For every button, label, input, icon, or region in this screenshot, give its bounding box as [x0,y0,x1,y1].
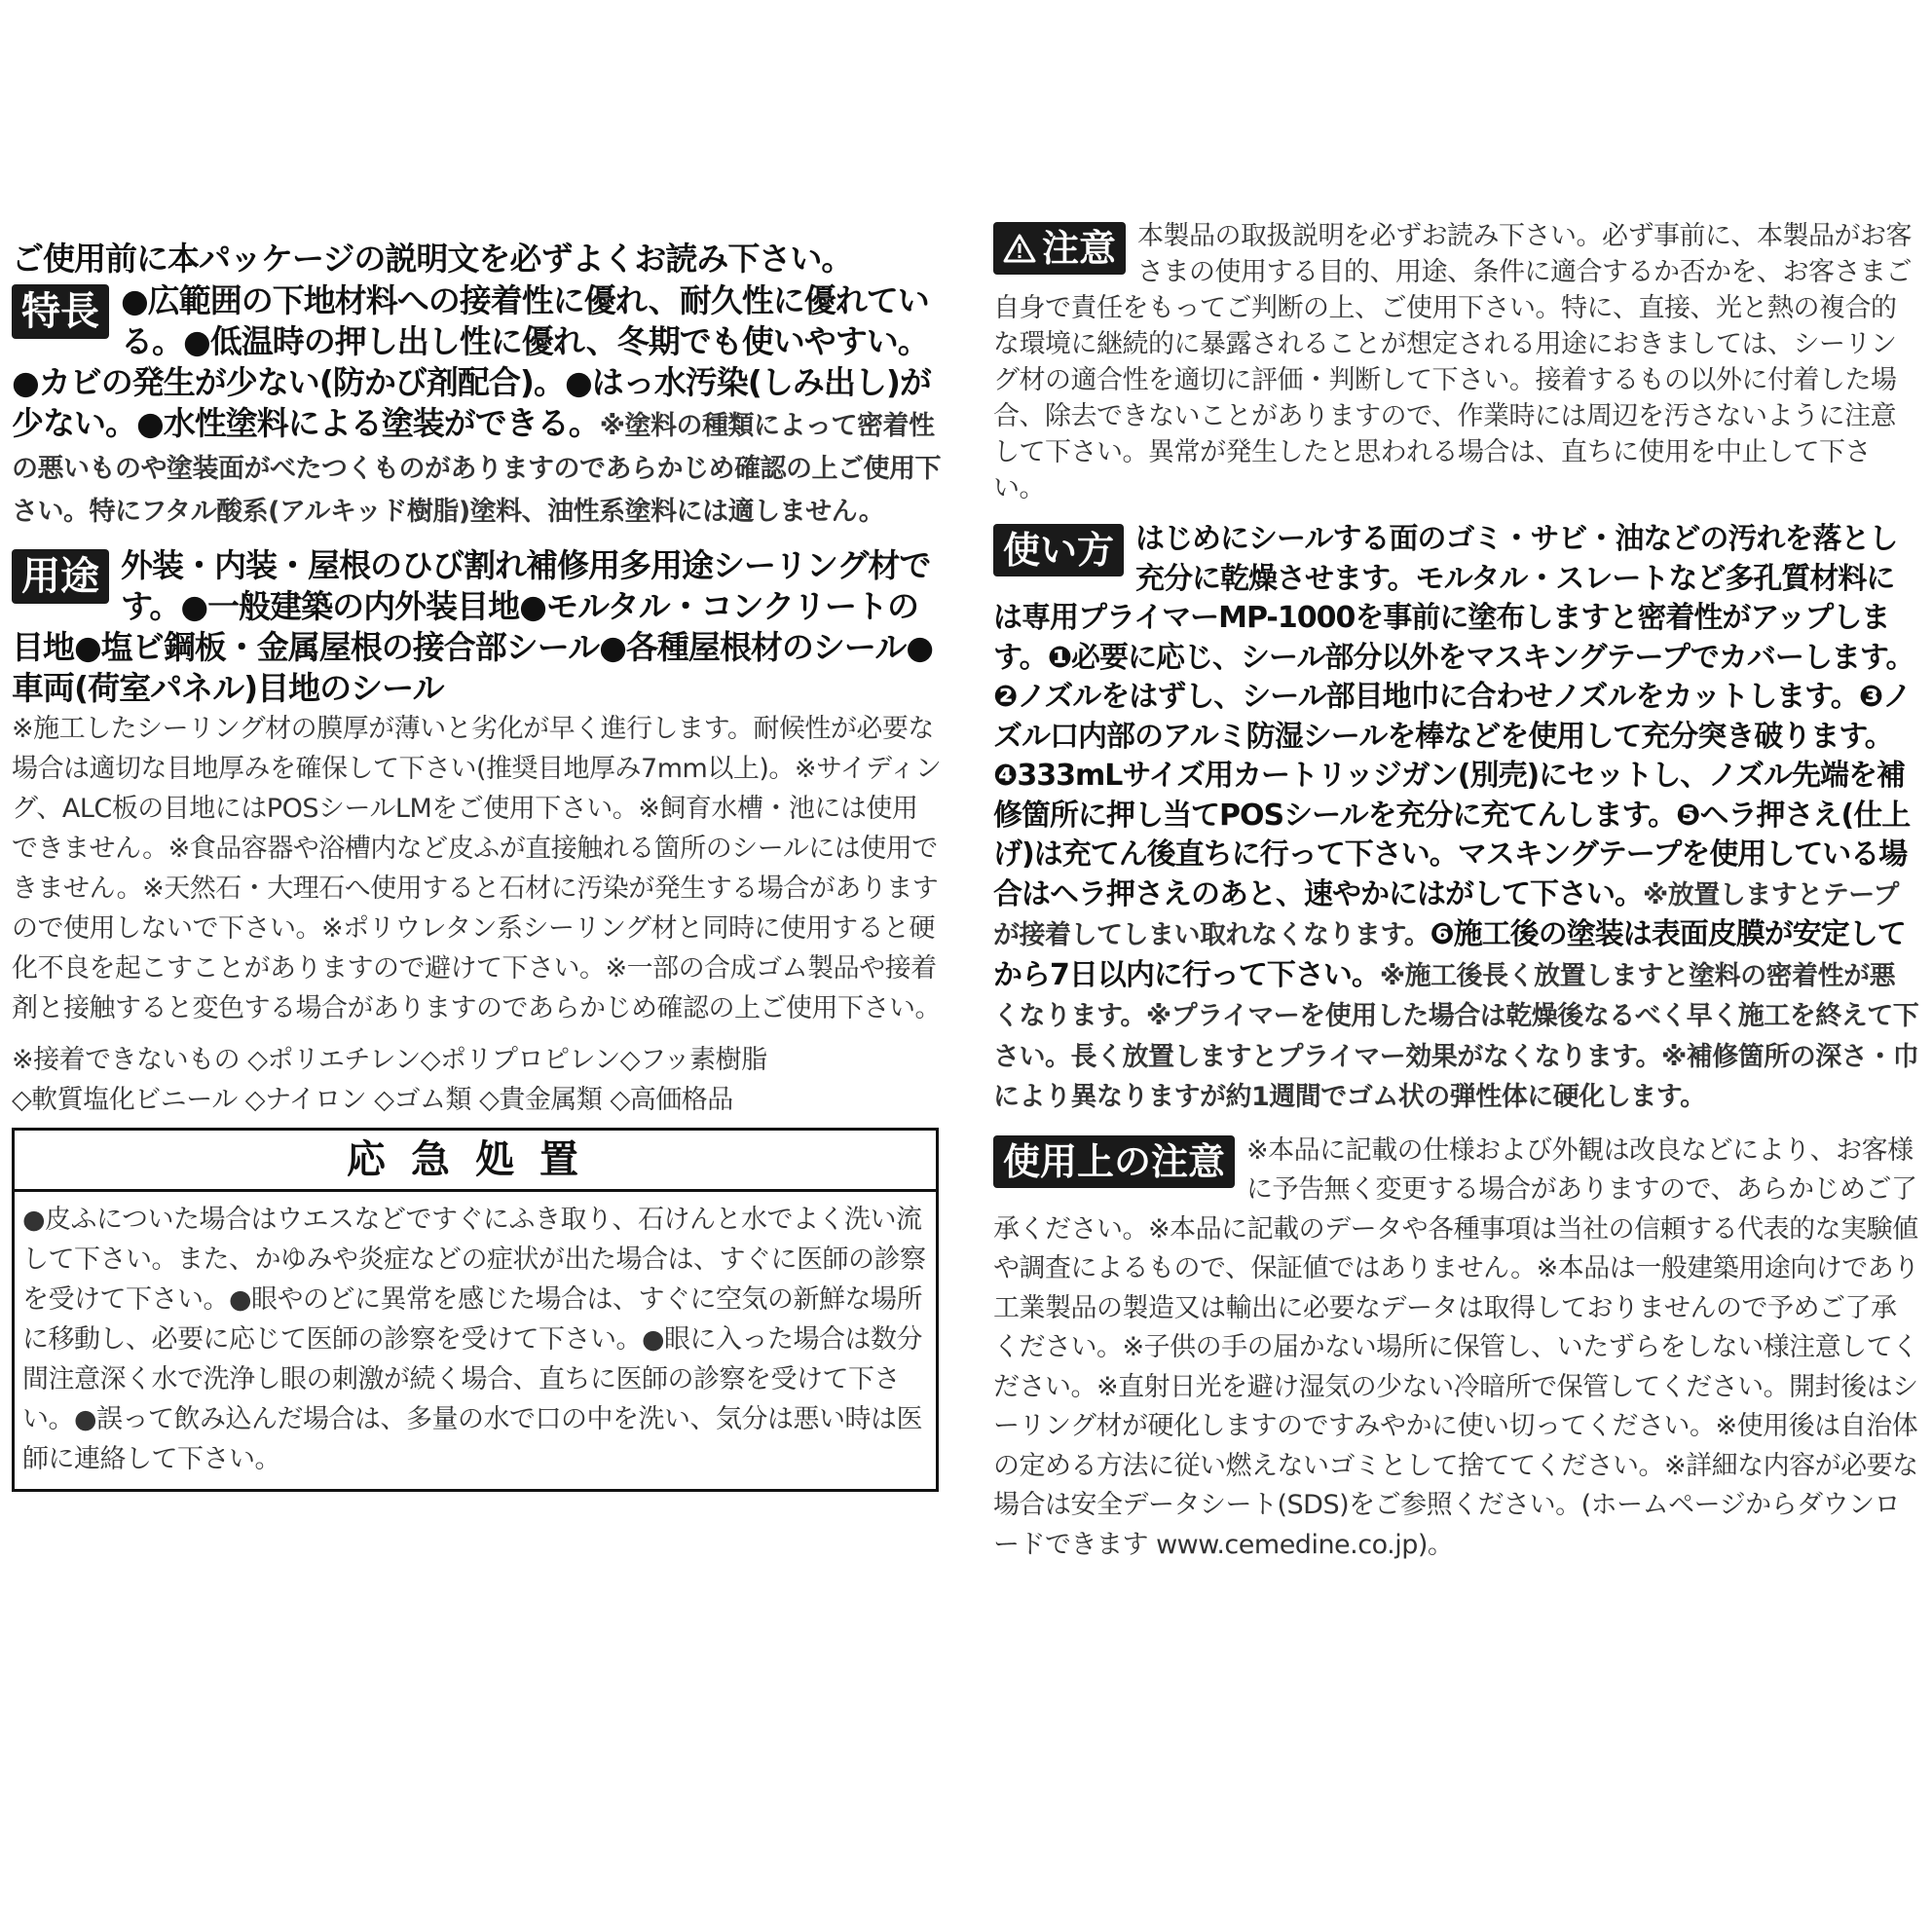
howto-badge: 使い方 [993,524,1124,576]
features-badge: 特長 [12,284,109,339]
usage-notes-badge: 使用上の注意 [993,1135,1235,1188]
features-text [12,280,943,532]
emergency-title: 応急処置 [15,1131,936,1192]
howto-section [993,520,1920,1118]
usage-notes-section [993,1132,1920,1566]
caution-section [993,218,1920,506]
right-column [993,218,1920,1565]
howto-bold-2: ❻施工後の塗装は表面皮膜が安定してから7日以内に行って下さい。 [993,917,1906,992]
uses-badge: 用途 [12,549,109,604]
intro-text: ご使用前に本パッケージの説明文を必ずよくお読み下さい。 [12,240,853,278]
not-adhere-line-2: ◇軟質塩化ビニール ◇ナイロン ◇ゴム類 ◇貴金属類 ◇高価格品 [12,1085,733,1115]
howto-bold-1: はじめにシールする面のゴミ・サビ・油などの汚れを落とし充分に乾燥させます。モルタル・スレートなど多孔質材料には専用プライマーMP-1000を事前に塗布しますと密着性がアップします。❶必要に応じ、シール部分以外をマスキングテープでカバーします。❷ノズルをはずし、シール部目地巾に合わせノズルをカットします。❸ノズル口内部のアルミ防湿シールを棒などを使用して充分突き破ります。❹333mLサイズ用カートリッジガン(別売)にセットし、ノズル先端を補修箇所に押し当てPOSシールを充分に充てんします。❺ヘラ押さえ(仕上げ)は充てん後直ちに行って下さい。マスキングテープを使用している場合はヘラ押さえのあと、速やかにはがして下さい。 [993,522,1914,911]
caution-label: 注意 [1042,227,1117,270]
emergency-body: ●皮ふについた場合はウエスなどですぐにふき取り、石けんと水でよく洗い流して下さい。また、かゆみや炎症などの症状が出た場合は、すぐに医師の診察を受けて下さい。●眼やのどに異常を感じた場合は、すぐに空気の新鮮な場所に移動し、必要に応じて医師の診察を受けて下さい。●眼に入った場合は数分間注意深く水で洗浄し眼の刺激が続く場合、直ちに医師の診察を受けて下さい。●誤って飲み込んだ場合は、多量の水で口の中を洗い、気分は悪い時は医師に連絡して下さい。 [22,1205,926,1474]
features-bold: ●広範囲の下地材料への接着性に優れ、耐久性に優れている。●低温時の押し出し性に優れ、冬期でも使いやすい。●カビの発生が少ない(防かび剤配合)。●はっ水汚染(しみ出し)が少ない。●水性塗料による塗装ができる。 [12,281,931,442]
uses-note: ※施工したシーリング材の膜厚が薄いと劣化が早く進行します。耐候性が必要な場合は適切な目地厚みを確保して下さい(推奨目地厚み7mm以上)。※サイディング、ALC板の目地にはPOSシールLMをご使用下さい。※飼育水槽・池には使用できません。※食品容器や浴槽内など皮ふが直接触れる箇所のシールには使用できません。※天然石・大理石へ使用すると石材に汚染が発生する場合がありますので使用しないで下さい。※ポリウレタン系シーリング材と同時に使用すると硬化不良を起こすことがありますので避けて下さい。※一部の合成ゴム製品や接着剤と接触すると変色する場合がありますのであらかじめ確認の上ご使用下さい。 [12,714,942,1023]
caution-text: 本製品の取扱説明を必ずお読み下さい。必ず事前に、本製品がお客さまの使用する目的、用途、条件に適合するか否かを、お客さまご自身で責任をもってご判断の上、ご使用下さい。特に、直接、光と熱の複合的な環境に継続的に暴露されることが想定される用途におきましては、シーリング材の適合性を適切に評価・判断して下さい。接着するもの以外に付着した場合、除去できないことがありますので、作業時には周辺を汚さないように注意して下さい。異常が発生したと思われる場合は、直ちに使用を中止して下さい。 [993,221,1913,503]
usage-notes-text: ※本品に記載の仕様および外観は改良などにより、お客様に予告無く変更する場合がありますので、あらかじめご了承ください。※本品に記載のデータや各種事項は当社の信頼する代表的な実験値や調査によるもので、保証値ではありません。※本品は一般建築用途向けであり工業製品の製造又は輸出に必要なデータは取得しておりませんので予めご了承ください。※子供の手の届かない場所に保管し、いたずらをしない様注意してください。※直射日光を避け湿気の少ない冷暗所で保管してください。開封後はシーリング材が硬化しますのですみやかに使い切ってください。※使用後は自治体の定める方法に従い燃えないゴミとして捨ててください。※詳細な内容が必要な場合は安全データシート(SDS)をご参照ください。(ホームページからダウンロードできます www.cemedine.co.jp)。 [993,1134,1919,1560]
features-section [12,280,943,532]
emergency-box [12,1128,939,1492]
uses-section [12,545,943,1028]
warning-icon [1003,234,1036,263]
left-column [12,238,943,1492]
features-note: ※塗料の種類によって密着性の悪いものや塗装面がべたつくものがありますのであらかじめ確認の上ご使用下さい。特にフタル酸系(アルキッド樹脂)塗料、油性系塗料には適しません。 [12,411,941,527]
howto-note-2: ※施工後長く放置しますと塗料の密着性が悪くなります。※プライマーを使用した場合は乾燥後なるべく早く施工を終えて下さい。長く放置しますとプライマー効果がなくなります。※補修箇所の深さ・巾により異なりますが約1週間でゴム状の弾性体に硬化します。 [993,960,1919,1112]
uses-bold: 外装・内装・屋根のひび割れ補修用多用途シーリング材です。●一般建築の内外装目地●モルタル・コンクリートの目地●塩ビ鋼板・金属屋根の接合部シール●各種屋根材のシール●車両(荷室パネル)目地のシール [12,546,934,707]
howto-text [993,520,1920,1118]
howto-note-1: ※放置しますとテープが接着してしまい取れなくなります。 [993,879,1899,950]
not-adhere-list [12,1040,943,1120]
caution-badge [993,222,1126,275]
not-adhere-line-1: ※接着できないもの ◇ポリエチレン◇ポリプロピレン◇フッ素樹脂 [12,1045,767,1075]
